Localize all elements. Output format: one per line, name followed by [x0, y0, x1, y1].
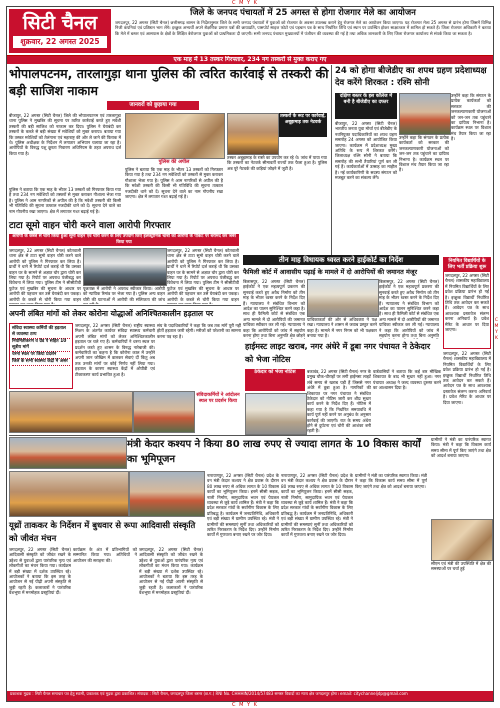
lead-photo-cattle: [227, 113, 279, 155]
health-highlight-2: नियमितीकरण व ग्रेड पे सहित 10 सूत्रीय मांगें: [12, 339, 70, 352]
kedar-body: नारायणपुर, 22 अगस्त (सिटी चैनल) प्रदेश के वन मंत्री केदार कश्यप ने क्षेत्र प्रवास के दौरान 80 लाख रुपए से अधिक लागत के 10 विकास कार्यों का भूमिपूजन किया। इनमें सीसी सड़क, नाली निर्माण, सामुदायिक भवन एवं पेयजल व्यवस्था से जुड़े कार्य शामिल हैं। मंत्री ने कहा कि प्रदेश सरकार गांवों के सर्वांगीण विकास के लिए प्रतिबद्ध है। कार्यक्रम में जनप्रतिनिधि, अधिकारी एवं बड़ी संख्या में ग्रामीण उपस्थित रहे। मंत्री ने ग्रामीणों की समस्याएं सुनीं तथा अधिकारियों को त्वरित निराकरण के निर्देश दिए। उन्होंने निर्माण कार्यों में गुणवत्ता बनाए रखने पर जोर दिया।: [207, 473, 279, 538]
kedar-body-3: ग्रामीणों ने मंत्री का पारंपरिक स्वागत किया। मंत्री ने कहा कि विकास कार्य समय सीमा में पूर्ण किए जाएंगे तथा क्षेत्र को आदर्श बनाया जाएगा।: [355, 473, 427, 489]
health-highlight-4: जिले के सभी स्वास्थ्य केंद्रों में असर: [12, 359, 70, 366]
health-body: जगदलपुर, 22 अगस्त (सिटी चैनल) राष्ट्रीय स्वास्थ्य मिशन के अंतर्गत कार्यरत संविदा स्वास्थ्य कर्मचारी अपनी लंबित मांगों को लेकर अनिश्चितकालीन हड़ताल पर चले गए हैं। कर्मचारियों ने धरना स्थल पर प्रदर्शन करते हुए शासन के विरुद्ध नारेबाजी की। कर्मचारियों का कहना है कि कोरोना काल में उन्होंने अपनी जान जोखिम में डालकर सेवाएं दीं किंतु अब तक उनकी मांगों पर कोई निर्णय नहीं लिया गया। हड़ताल के कारण स्वास्थ्य केंद्रों में ओपीडी एवं टीकाकरण कार्य प्रभावित हुआ है।: [75, 323, 155, 377]
court-body-3: बिलासपुर, 22 अगस्त (सिटी चैनल) हाईकोर्ट ने एक महत्वपूर्ण प्रकरण की सुनवाई करते हुए अवैध निर्माण को तीन माह के भीतर ध्वस्त करने के निर्देश दिए हैं। न्यायालय ने संबंधित विभाग को आदेश का पालन सुनिश्चित करने कहा है। साथ ही फैमिली कोर्ट से संबंधित एक अन्य मामले में दो आरोपियों की जमानत याचिका स्वीकार कर ली गई। न्यायालय ने कहा कि आरोपियों को जांच में सहयोग करना होगा तथा बिना अनुमति: [379, 279, 439, 339]
column-divider: [331, 65, 332, 255]
lead-subhead-appeal: पुलिस की अपील: [158, 159, 190, 165]
court-subheadline: फैमिली कोर्ट में आवासीय पढ़ाई के मामले में दो आरोपियों की जमानत मंजूर: [243, 268, 418, 276]
sumo-body: जगदलपुर, 22 अगस्त (सिटी चैनल) कोतवाली थाना क्षेत्र से टाटा सूमो वाहन चोरी करने वाले आरोपी को पुलिस ने गिरफ्तार कर लिया है। प्रार्थी ने थाने में रिपोर्ट दर्ज कराई थी कि उसका वाहन घर के सामने से अज्ञात चोर द्वारा चोरी कर लिया गया है। रिपोर्ट पर अपराध पंजीबद्ध कर विवेचना में लिया गया। पुलिस टीम ने सीसीटीवी फुटेज एवं मुखबिर की सूचना के आधार पर आरोपी की पहचान कर उसे घेराबंदी कर पकड़ा। आरोपी के कब्जे से चोरी किया गया वाहन: [9, 248, 81, 302]
imprint-footer: प्रकाशक मुद्रक : सिटी चैनल समाचार पत्र हेतु स्वामी, प्रकाशक एवं मुद्रक द्वारा प्रकाशित। संपादक : सिटी चैनल, जगदलपुर जिला बस्तर (छ.ग.) RNI No. CHHHIN/2014/57483 समस्त विवादों का न्याय क्षेत्र जगदलपुर होगा। email: citychanneljdp@gmail.com: [7, 691, 493, 701]
right-top-body-side: उन्होंने कहा कि संगठन के प्रत्येक कार्यकर्ता को सरकार की जनकल्याणकारी योजनाओं को जन-जन तक पहुंचाने का दायित्व निभाना है। कार्यक्रम स्थल पर विशाल मंच तैयार किया जा रहा है।: [451, 93, 491, 142]
masthead: [7, 7, 493, 57]
kedar-side-text: सीएम एवं मंत्री की उपस्थिति में क्षेत्र की समस्याओं पर चर्चा हुई: [431, 561, 491, 572]
newspaper-page: [6, 6, 494, 702]
lead-body-col1b: पुलिस ने बताया कि एक माह के भीतर 13 तस्करों को गिरफ्तार किया गया है तथा 234 नग मवेशियों को तस्करों से मुक्त कराकर गौशाला भेजा गया है। पुलिस ने आम नागरिकों से अपील की है कि मवेशी तस्करी की किसी भी गतिविधि की सूचना तत्काल नजदीकी थाने को दें। सूचना देने वाले का नाम गोपनीय रखा जाएगा। क्षेत्र में लगातार गश्त बढ़ाई गई है।: [9, 187, 121, 214]
notice-title: नियमित विद्यार्थियों के लिए भर्ती प्रक्रिया शुरू: [444, 258, 490, 272]
lead-photo-animals: [125, 113, 225, 159]
section-divider-2: [9, 435, 491, 436]
health-body-2: संघ के पदाधिकारियों ने कहा कि जब तक मांगें पूरी नहीं होतीं हड़ताल जारी रहेगी। मरीजों को परेशानी का सामना करना पड़ रहा है।: [157, 323, 241, 339]
court-body-2: याचिकाकर्ता की ओर से अधिवक्ता ने पक्ष रखा। न्यायालय ने शासन से जवाब प्रस्तुत करने कहा है। मामले में नगर निगम को भी पक्षकार बनाया गया है।: [307, 317, 377, 339]
lead-tag: जानवरों को छुड़ाया गया: [107, 101, 199, 110]
mastlight-caption: ठेकेदार को भेजा नोटिस: [245, 369, 305, 391]
mastlight-body-2: वार्डवासियों ने बताया कि कई बार मौखिक शिकायत के बाद भी सुधार नहीं हुआ। नगर पंचायत अध्यक्ष ने जल्द व्यवस्था दुरुस्त करने का आश्वासन दिया है।: [373, 369, 441, 391]
culture-headline: यूथ्रों ताककर के निर्देशन में बुधवार से रूपा आदिवासी संस्कृति को जीवंत मंचन: [9, 520, 196, 543]
culture-body-3: जगदलपुर, 22 अगस्त (सिटी चैनल) आदिवासी संस्कृति को जीवंत रखने के उद्देश्य से युवाओं द्वारा पारंपरिक नृत्य एवं लोकगीतों का मंचन किया गया। कार्यक्रम में बड़ी संख्या में दर्शक उपस्थित रहे। आयोजकों ने बताया कि इस तरह के आयोजन से नई पीढ़ी अपनी संस्कृति से जुड़ी रहती है। कलाकारों ने पारंपरिक वेशभूषा में मनमोहक प्रस्तुतियां दीं।: [139, 547, 203, 596]
mastlight-headline: हाईमस्ट लाइट खराब, नगर अंधेरे में डूबा नगर पंचायत ने ठेकेदार को भेजा नोटिस: [245, 342, 431, 364]
logo-title: सिटी चैनल: [22, 12, 98, 34]
court-photo-building: [307, 279, 379, 317]
court-headline: तीन माह विधायक ध्वस्त करने हाईकोर्ट का निर्देश: [243, 255, 439, 265]
right-top-headline: 24 को होगा बीजेडीए का शपथ ग्रहण प्रदेशाध्यक्ष देव करेंगे शिरकत : रश्मि सोनी: [335, 66, 487, 88]
color-registration-top: C M Y K: [232, 0, 258, 6]
newspaper-logo: [9, 9, 111, 53]
notice-body: जगदलपुर, 22 अगस्त (सिटी चैनल) शासकीय महाविद्यालय में नियमित विद्यार्थियों के लिए प्रवेश प्रक्रिया प्रारंभ हो गई है। इच्छुक विद्यार्थी निर्धारित तिथि तक आवेदन कर सकते हैं। आवेदन पत्र के साथ आवश्यक दस्तावेज संलग्न करना अनिवार्य है। प्रवेश मेरिट के आधार पर दिया जाएगा।: [445, 273, 489, 333]
mastlight-body: बकावंड, 22 अगस्त (सिटी चैनल) नगर के प्रमुख चौक-चौराहों पर लगी हाईमस्ट लाइटें लंबे समय से खराब पड़ी हैं जिससे नगर अंधेरे में डूबा हुआ है। नागरिकों की शिकायत पर नगर पंचायत ने संबंधित ठेकेदार को नोटिस जारी कर शीघ्र सुधार कार्य करने के निर्देश दिए हैं। नोटिस में कहा गया है कि निर्धारित समयावधि में कार्य पूर्ण नहीं करने पर अनुबंध के अनुसार कार्रवाई की जाएगी। रात के समय अंधेरा होने से दुर्घटना एवं चोरी की आशंका बनी रहती है।: [307, 369, 371, 433]
lead-headline: भोपालपटनम, तारलागुड़ा थाना पुलिस की त्वरित कार्रवाई से तस्करी की बड़ी साजिश नाकाम: [9, 66, 329, 98]
culture-photo-audience: [129, 471, 205, 517]
culture-body: जगदलपुर, 22 अगस्त (सिटी चैनल) आदिवासी संस्कृति को जीवंत रखने के उद्देश्य से युवाओं द्वारा पारंपरिक नृत्य एवं लोकगीतों का मंचन किया गया। कार्यक्रम में बड़ी संख्या में दर्शक उपस्थित रहे। आयोजकों ने बताया कि इस तरह के आयोजन से नई पीढ़ी अपनी संस्कृति से जुड़ी रहती है। कलाकारों ने पारंपरिक वेशभूषा में मनमोहक प्रस्तुतियां दीं।: [9, 547, 71, 596]
sumo-photo-vehicle: [83, 248, 167, 286]
color-registration-side: C M Y K: [494, 318, 499, 341]
health-highlights: [9, 323, 73, 389]
health-highlight-1: संविदा स्वास्थ्य कर्मियों की हड़ताल से व्यवस्था ठप्प: [12, 326, 70, 339]
sumo-strap: आरोपी के कब्जे से चोरी किया हुआ सूमो वाहन एवं चोरी करने के लिए उपयोग किए इलेक्ट्रॉनिक चाबी को आरोपी के पॉकेट पर बरामद कर जब्त किया गया: [9, 234, 239, 246]
kedar-photo-ceremony: [9, 437, 127, 469]
culture-photo-dancers: [9, 471, 129, 517]
health-photo-workers: [133, 391, 195, 433]
sumo-body-2: पूछताछ में आरोपी ने अपराध स्वीकार किया। आरोपी को न्यायिक रिमांड पर भेजा गया है। पुलिस अन्य वाहन चोरी की घटनाओं में आरोपी की संलिप्तता की जांच: [83, 286, 165, 302]
notice-continued: जगदलपुर, 22 अगस्त (सिटी चैनल) शासकीय महाविद्यालय में नियमित विद्यार्थियों के लिए प्रवेश प्रक्रिया प्रारंभ हो गई है। इच्छुक विद्यार्थी निर्धारित तिथि तक आवेदन कर सकते हैं। आवेदन पत्र के साथ आवश्यक दस्तावेज संलग्न करना अनिवार्य है। प्रवेश मेरिट के आधार पर दिया जाएगा।: [443, 351, 491, 405]
issue-date: शुक्रवार, 22 अगस्त 2025: [13, 36, 107, 48]
right-top-caption: दक्षिण बस्तर के इस कॉलेज में बनी है बीजेडीए का दफ्तर: [335, 93, 397, 119]
kedar-body-2: नारायणपुर, 22 अगस्त (सिटी चैनल) प्रदेश के वन मंत्री केदार कश्यप ने क्षेत्र प्रवास के दौरान 80 लाख रुपए से अधिक लागत के 10 विकास कार्यों का भूमिपूजन किया। इनमें सीसी सड़क, नाली निर्माण, सामुदायिक भवन एवं पेयजल व्यवस्था से जुड़े कार्य शामिल हैं। मंत्री ने कहा कि प्रदेश सरकार गांवों के सर्वांगीण विकास के लिए प्रतिबद्ध है। कार्यक्रम में जनप्रतिनिधि, अधिकारी एवं बड़ी संख्या में ग्रामीण उपस्थित रहे। मंत्री ने ग्रामीणों की समस्याएं सुनीं तथा अधिकारियों को त्वरित निराकरण के निर्देश दिए। उन्होंने निर्माण कार्यों में गुणवत्ता बनाए रखने पर जोर दिया।: [281, 473, 353, 538]
kedar-photo-2: [431, 519, 493, 561]
kedar-body-side: ग्रामीणों ने मंत्री का पारंपरिक स्वागत किया। मंत्री ने कहा कि विकास कार्य समय सीमा में पूर्ण किए जाएंगे तथा क्षेत्र को आदर्श बनाया जाएगा।: [431, 437, 491, 459]
mastlight-photo-pole: [245, 393, 307, 435]
lead-body-col2: पुलिस ने बताया कि एक माह के भीतर 13 तस्करों को गिरफ्तार किया गया है तथा 234 नग मवेशियों को तस्करों से मुक्त कराकर गौशाला भेजा गया है। पुलिस ने आम नागरिकों से अपील की है कि मवेशी तस्करी की किसी भी गतिविधि की सूचना तत्काल नजदीकी थाने को दें। सूचना देने वाले का नाम गोपनीय रखा जाएगा। क्षेत्र में लगातार गश्त बढ़ाई गई है।: [125, 167, 223, 200]
right-top-body: बीजापुर, 22 अगस्त (सिटी चैनल) भारतीय जनता युवा मोर्चा एवं बीजेडीए के नवनियुक्त पदाधिकारियों का शपथ ग्रहण समारोह 24 अगस्त को आयोजित किया जाएगा। कार्यक्रम में प्रदेशाध्यक्ष मुख्य अतिथि के रूप में शिरकत करेंगे। जिलाध्यक्ष रश्मि सोनी ने बताया कि समारोह की सभी तैयारियां पूर्ण कर ली गई हैं। कार्यकर्ताओं में उत्साह का माहौल है। नई कार्यकारिणी के सदस्य संगठन को मजबूत करने का संकल्प लेंगे।: [335, 121, 397, 181]
culture-body-2: कार्यक्रम के अंत में प्रतिभागियों को सम्मानित किया गया। अतिथियों ने आयोजन की सराहना की।: [73, 547, 137, 563]
right-top-photo-person: [399, 93, 451, 135]
section-divider: [9, 305, 241, 306]
lead-body-col1: बीजापुर, 22 अगस्त (सिटी चैनल) जिले की भोपालपटनम एवं तारलागुड़ा थाना पुलिस ने मुखबिर की सूचना पर त्वरित कार्रवाई करते हुए मवेशी तस्करी की बड़ी साजिश को नाकाम कर दिया। पुलिस ने घेराबंदी कर तस्करों के कब्जे से बड़ी संख्या में मवेशियों को मुक्त कराया। बताया गया कि तस्कर मवेशियों को तेलंगाना एवं महाराष्ट्र की ओर ले जाने की फिराक में थे। पुलिस अधीक्षक के निर्देशन में लगातार अभियान चलाया जा रहा है। आरोपियों के विरुद्ध पशु क्रूरता निवारण अधिनियम के तहत अपराध दर्ज किया गया है।: [9, 113, 121, 156]
health-highlight-3: धरना स्थल पर किया प्रदर्शन: [12, 352, 70, 359]
health-photo-protest: [9, 391, 133, 433]
notice-box: [443, 257, 491, 349]
health-headline: अपनी लंबित मांगों को लेकर कोरोना योद्धाओं अनिश्चितकालीन हड़ताल पर: [9, 309, 214, 318]
protest-caption: संविदाकर्मियों ने आंदोलन स्थल पर प्रदर्शन किया: [196, 393, 240, 405]
masthead-article-body: जगदलपुर, 22 अगस्त (सिटी चैनल) छत्तीसगढ़ शासन के निर्देशानुसार जिले के सभी जनपद पंचायतों में युवाओं को रोजगार के अवसर उपलब्ध कराने हेतु रोजगार मेले का आयोजन किया जाएगा। यह रोजगार मेला 25 अगस्त से प्रारंभ होगा जिसमें विभिन्न निजी कंपनियां एवं प्रतिष्ठान भाग लेंगे। इच्छुक अभ्यर्थी अपने शैक्षणिक प्रमाण पत्रों की छायाप्रति, पासपोर्ट साइज फोटो एवं पहचान पत्र के साथ निर्धारित तिथि एवं स्थान पर उपस्थित होकर साक्षात्कार में शामिल हो सकते हैं। जिला रोजगार अधिकारी ने बताया कि मेले में बस्तर एवं आसपास के क्षेत्रों के शिक्षित बेरोजगार युवाओं को प्राथमिकता दी जाएगी। सभी जनपद पंचायत मुख्यालयों में पंजीयन की व्यवस्था की गई है तथा अधिक जानकारी के लिए जिला रोजगार कार्यालय से संपर्क किया जा सकता है।: [115, 20, 491, 36]
masthead-headline: जिले के जनपद पंचायतों में 25 अगस्त से होगा रोजगार मेले का आयोजन: [190, 8, 416, 18]
right-top-body-2: उन्होंने कहा कि संगठन के प्रत्येक कार्यकर्ता को सरकार की जनकल्याणकारी योजनाओं को जन-जन तक पहुंचाने का दायित्व निभाना है। कार्यक्रम स्थल पर विशाल मंच तैयार किया जा रहा है।: [399, 135, 449, 173]
lead-body-col3: तस्कर अबूझमाड़ के रास्ते का उपयोग कर रहे थे। जांच में पाया गया कि तस्करों का नेटवर्क सीमावर्ती राज्यों तक फैला हुआ है। पुलिस अब पूरे नेटवर्क की कड़ियां जोड़ने में जुटी है।: [227, 155, 327, 171]
lead-subhead-route: तस्करों के रूट पर कार्रवाई, अबूझमाड़ तक नेटवर्क: [279, 113, 327, 137]
color-registration-bottom: C M Y K: [232, 702, 258, 708]
court-body: बिलासपुर, 22 अगस्त (सिटी चैनल) हाईकोर्ट ने एक महत्वपूर्ण प्रकरण की सुनवाई करते हुए अवैध निर्माण को तीन माह के भीतर ध्वस्त करने के निर्देश दिए हैं। न्यायालय ने संबंधित विभाग को आदेश का पालन सुनिश्चित करने कहा है। साथ ही फैमिली कोर्ट से संबंधित एक अन्य मामले में दो आरोपियों की जमानत याचिका स्वीकार कर ली गई। न्यायालय ने कहा कि आरोपियों को जांच में सहयोग करना होगा तथा बिना अनुमति क्षेत्र छोड़ने: [243, 279, 305, 339]
kedar-headline: मंत्री केदार कश्यप ने किया 80 लाख रुपए से ज्यादा लागत के 10 विकास कार्यों का भूमिपूजन: [127, 439, 421, 465]
sumo-headline: टाटा सूमो वाहन चोरी करने वाला आरोपी गिरफ्तार: [9, 221, 171, 231]
red-strip-headline: एक माह में 13 तस्कर गिरफ्तार, 234 नग तस्करों से मुक्त कराए गए: [7, 56, 493, 64]
sumo-body-3: जगदलपुर, 22 अगस्त (सिटी चैनल) कोतवाली थाना क्षेत्र से टाटा सूमो वाहन चोरी करने वाले आरोपी को पुलिस ने गिरफ्तार कर लिया है। प्रार्थी ने थाने में रिपोर्ट दर्ज कराई थी कि उसका वाहन घर के सामने से अज्ञात चोर द्वारा चोरी कर लिया गया है। रिपोर्ट पर अपराध पंजीबद्ध कर विवेचना में लिया गया। पुलिस टीम ने सीसीटीवी फुटेज एवं मुखबिर की सूचना के आधार पर आरोपी की पहचान कर उसे घेराबंदी कर पकड़ा। आरोपी के कब्जे से चोरी किया गया वाहन: [167, 248, 239, 302]
